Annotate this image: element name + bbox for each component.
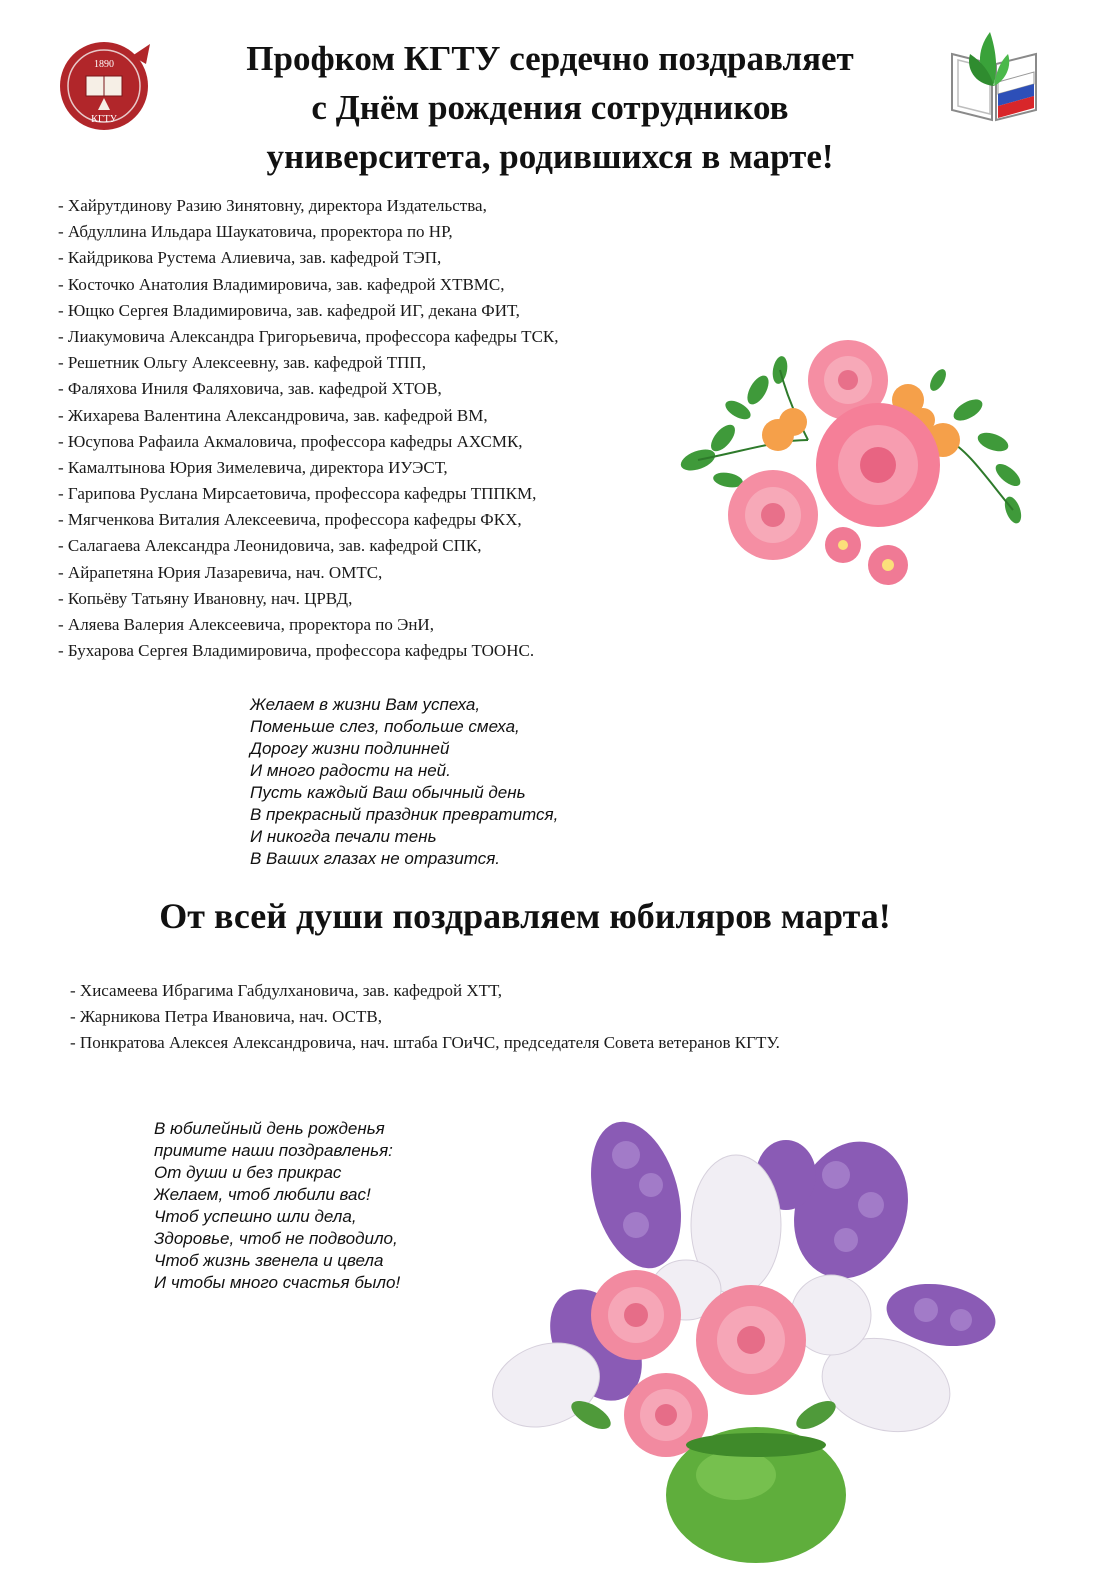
- poem-line: В Ваших глазах не отразится.: [250, 849, 501, 868]
- list-item: - Косточко Анатолия Владимировича, зав. кафедрой ХТВМС,: [58, 274, 505, 294]
- birthday-poem: [250, 694, 558, 870]
- list-item: - Мягченкова Виталия Алексеевича, профессора кафедры ФКХ,: [58, 510, 522, 530]
- poem-line: И чтобы много счастья было!: [154, 1273, 401, 1292]
- poem-line: Поменьше слез, побольше смеха,: [250, 717, 520, 736]
- logo-year: 1890: [94, 59, 114, 70]
- flowers-image-bottom: [486, 1115, 1016, 1570]
- rose-bouquet-icon: [668, 330, 1038, 600]
- poem-line: В прекрасный праздник превратится,: [250, 805, 559, 824]
- birthday-list: [58, 193, 559, 664]
- list-item: - Кайдрикова Рустема Алиевича, зав. кафедрой ТЭП,: [58, 248, 442, 268]
- lilac-roses-vase-icon: [486, 1115, 1016, 1570]
- list-item: - Копьёву Татьяну Ивановну, нач. ЦРВД,: [58, 588, 353, 608]
- kgtu-emblem-icon: [54, 34, 154, 134]
- trade-union-emblem-icon: [946, 24, 1042, 124]
- trade-union-logo: [946, 24, 1042, 124]
- list-item: - Лиакумовича Александра Григорьевича, профессора кафедры ТСК,: [58, 326, 559, 346]
- poem-line: В юбилейный день рожденья: [154, 1119, 385, 1138]
- poem-line: От души и без прикрас: [154, 1163, 342, 1182]
- jubilee-poem: [154, 1118, 400, 1294]
- kgtu-logo: [54, 34, 154, 134]
- list-item: - Аляева Валерия Алексеевича, проректора по ЭнИ,: [58, 615, 434, 634]
- poem-line: И никогда печали тень: [250, 827, 437, 846]
- list-item: - Салагаева Александра Леонидовича, зав. кафедрой СПК,: [58, 536, 482, 556]
- list-item: - Понкратова Алексея Александровича, нач. штаба ГОиЧС, председателя Совета ветеранов КГТУ.: [70, 1033, 780, 1052]
- list-item: - Абдуллина Ильдара Шаукатовича, проректора по НР,: [58, 222, 453, 242]
- poem-line: Желаем, чтоб любили вас!: [154, 1185, 371, 1204]
- poem-line: Дорогу жизни подлинней: [250, 739, 450, 758]
- poem-line: Пусть каждый Ваш обычный день: [250, 783, 526, 802]
- poem-line: Чтоб успешно шли дела,: [154, 1207, 357, 1226]
- flowers-image-top: [668, 330, 1038, 600]
- poem-line: Чтоб жизнь звенела и цвела: [154, 1251, 384, 1270]
- list-item: - Хайрутдинову Разию Зинятовну, директора Издательства,: [58, 196, 487, 215]
- list-item: - Хисамеева Ибрагима Габдулхановича, зав. кафедрой ХТТ,: [70, 981, 502, 1000]
- title-line-3: университета, родившихся в марте!: [266, 137, 834, 176]
- list-item: - Решетник Ольгу Алексеевну, зав. кафедрой ТПП,: [58, 353, 426, 373]
- logo-text: КГТУ: [91, 114, 117, 125]
- list-item: - Жарникова Петра Ивановича, нач. ОСТВ,: [70, 1007, 382, 1026]
- list-item: - Ющко Сергея Владимировича, зав. кафедрой ИГ, декана ФИТ,: [58, 300, 520, 320]
- poem-line: примите наши поздравленья:: [154, 1141, 393, 1160]
- page-title: [170, 34, 930, 181]
- list-item: - Жихарева Валентина Александровича, зав. кафедрой ВМ,: [58, 405, 488, 425]
- poem-line: Желаем в жизни Вам успеха,: [250, 695, 481, 714]
- poem-line: И много радости на ней.: [250, 761, 451, 780]
- list-item: - Гарипова Руслана Мирсаетовича, профессора кафедры ТППКМ,: [58, 484, 537, 504]
- list-item: - Айрапетяна Юрия Лазаревича, нач. ОМТС,: [58, 562, 383, 582]
- jubilee-list: [70, 978, 780, 1056]
- list-item: - Юсупова Рафаила Акмаловича, профессора кафедры АХСМК,: [58, 431, 523, 451]
- list-item: - Бухарова Сергея Владимировича, профессора кафедры ТООНС.: [58, 641, 535, 661]
- poem-line: Здоровье, чтоб не подводило,: [154, 1229, 398, 1248]
- list-item: - Фаляхова Иниля Фаляховича, зав. кафедрой ХТОВ,: [58, 379, 442, 399]
- list-item: - Камалтынова Юрия Зимелевича, директора ИУЭСТ,: [58, 457, 448, 477]
- jubilee-heading: От всей души поздравляем юбиляров марта!: [159, 896, 891, 936]
- title-line-1: Профком КГТУ сердечно поздравляет: [246, 39, 854, 78]
- title-line-2: с Днём рождения сотрудников: [311, 88, 789, 127]
